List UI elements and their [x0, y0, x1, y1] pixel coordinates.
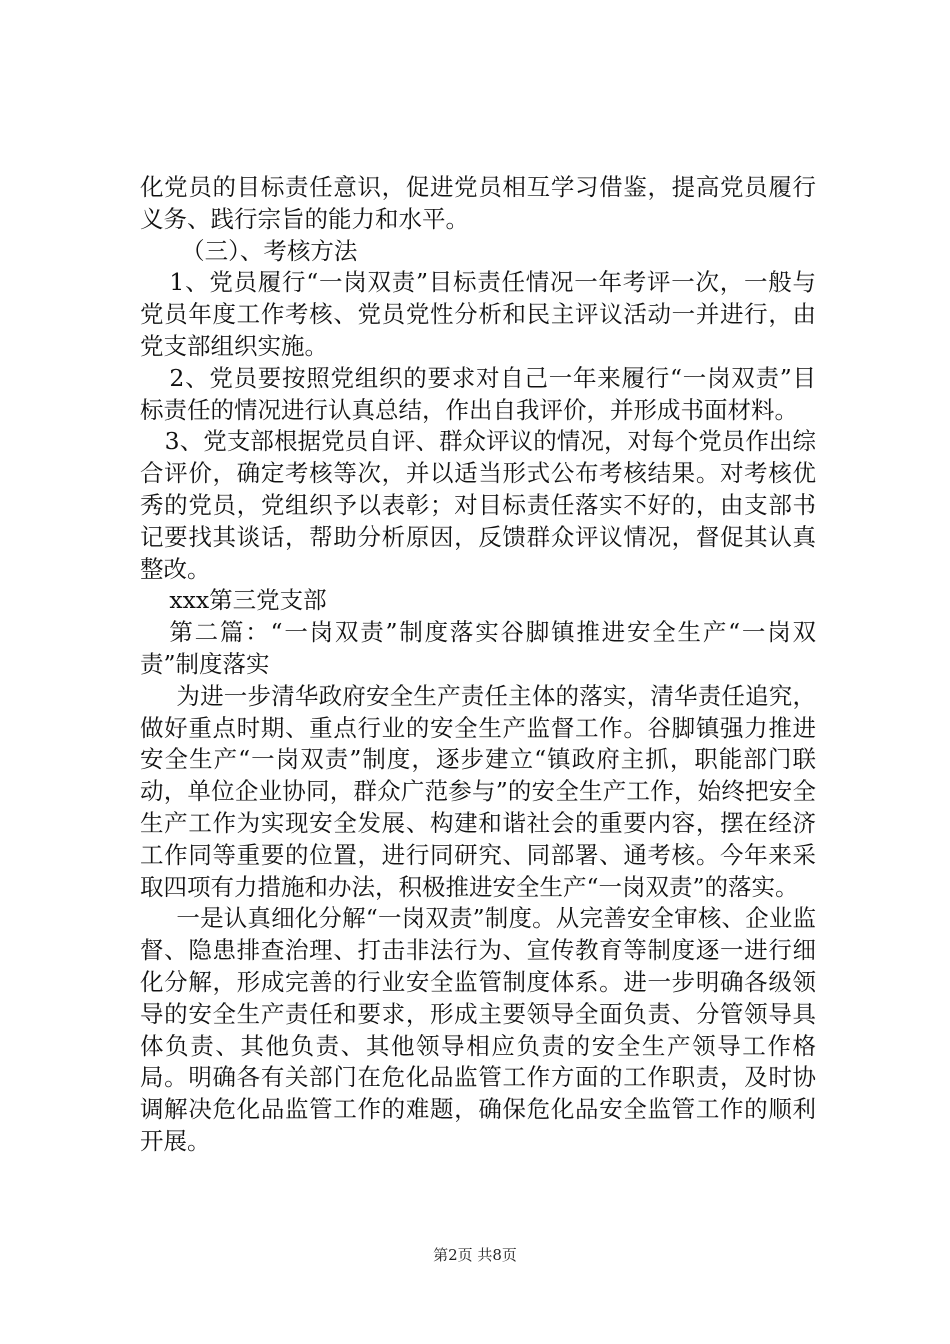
- signature-branch: xxx第三党支部: [169, 586, 327, 615]
- chapter-two-title: 第二篇：“一岗双责”制度落实谷脚镇推进安全生产“一岗双责”制度落实: [140, 618, 816, 678]
- paragraph-continuation: 化党员的目标责任意识，促进党员相互学习借鉴，提高党员履行义务、践行宗旨的能力和水平。: [140, 173, 816, 233]
- section-heading-assessment-method: （三）、考核方法: [181, 236, 358, 265]
- paragraph-item-2: 2、党员要按照党组织的要求对自己一年来履行“一岗双责”目标责任的情况进行认真总结，作出自我评价，并形成书面材料。: [140, 363, 816, 424]
- paragraph-item-3: 3、党支部根据党员自评、群众评议的情况，对每个党员作出综合评价，确定考核等次，并以适当形式公布考核结果。对考核优秀的党员，党组织予以表彰；对目标责任落实不好的，由支部书记要找其谈话，帮助分析原因，反馈群众评议情况，督促其认真整改。: [140, 427, 816, 583]
- document-body: [140, 172, 816, 1158]
- paragraph-measure-1: 一是认真细化分解“一岗双责”制度。从完善安全审核、企业监督、隐患排查治理、打击非法行为、宣传教育等制度逐一进行细化分解，形成完善的行业安全监管制度体系。进一步明确各级领导的安全生产责任和要求，形成主要领导全面负责、分管领导具体负责、其他负责、其他领导相应负责的安全生产领导工作格局。明确各有关部门在危化品监管工作方面的工作职责，及时协调解决危化品监管工作的难题，确保危化品安全监管工作的顺利开展。: [140, 904, 816, 1155]
- paragraph-intro: 为进一步清华政府安全生产责任主体的落实，清华责任追究，做好重点时期、重点行业的安全生产监督工作。谷脚镇强力推进安全生产“一岗双责”制度，逐步建立“镇政府主抓，职能部门联动，单位企业协同，群众广范参与”的安全生产工作，始终把安全生产工作为实现安全发展、构建和谐社会的重要内容，摆在经济工作同等重要的位置，进行同研究、同部署、通考核。今年来采取四项有力措施和办法，积极推进安全生产“一岗双责”的落实。: [140, 681, 816, 901]
- paragraph-item-1: 1、党员履行“一岗双责”目标责任情况一年考评一次，一般与党员年度工作考核、党员党性分析和民主评议活动一并进行，由党支部组织实施。: [140, 268, 816, 360]
- page-footer: 第2页 共8页: [433, 1246, 517, 1264]
